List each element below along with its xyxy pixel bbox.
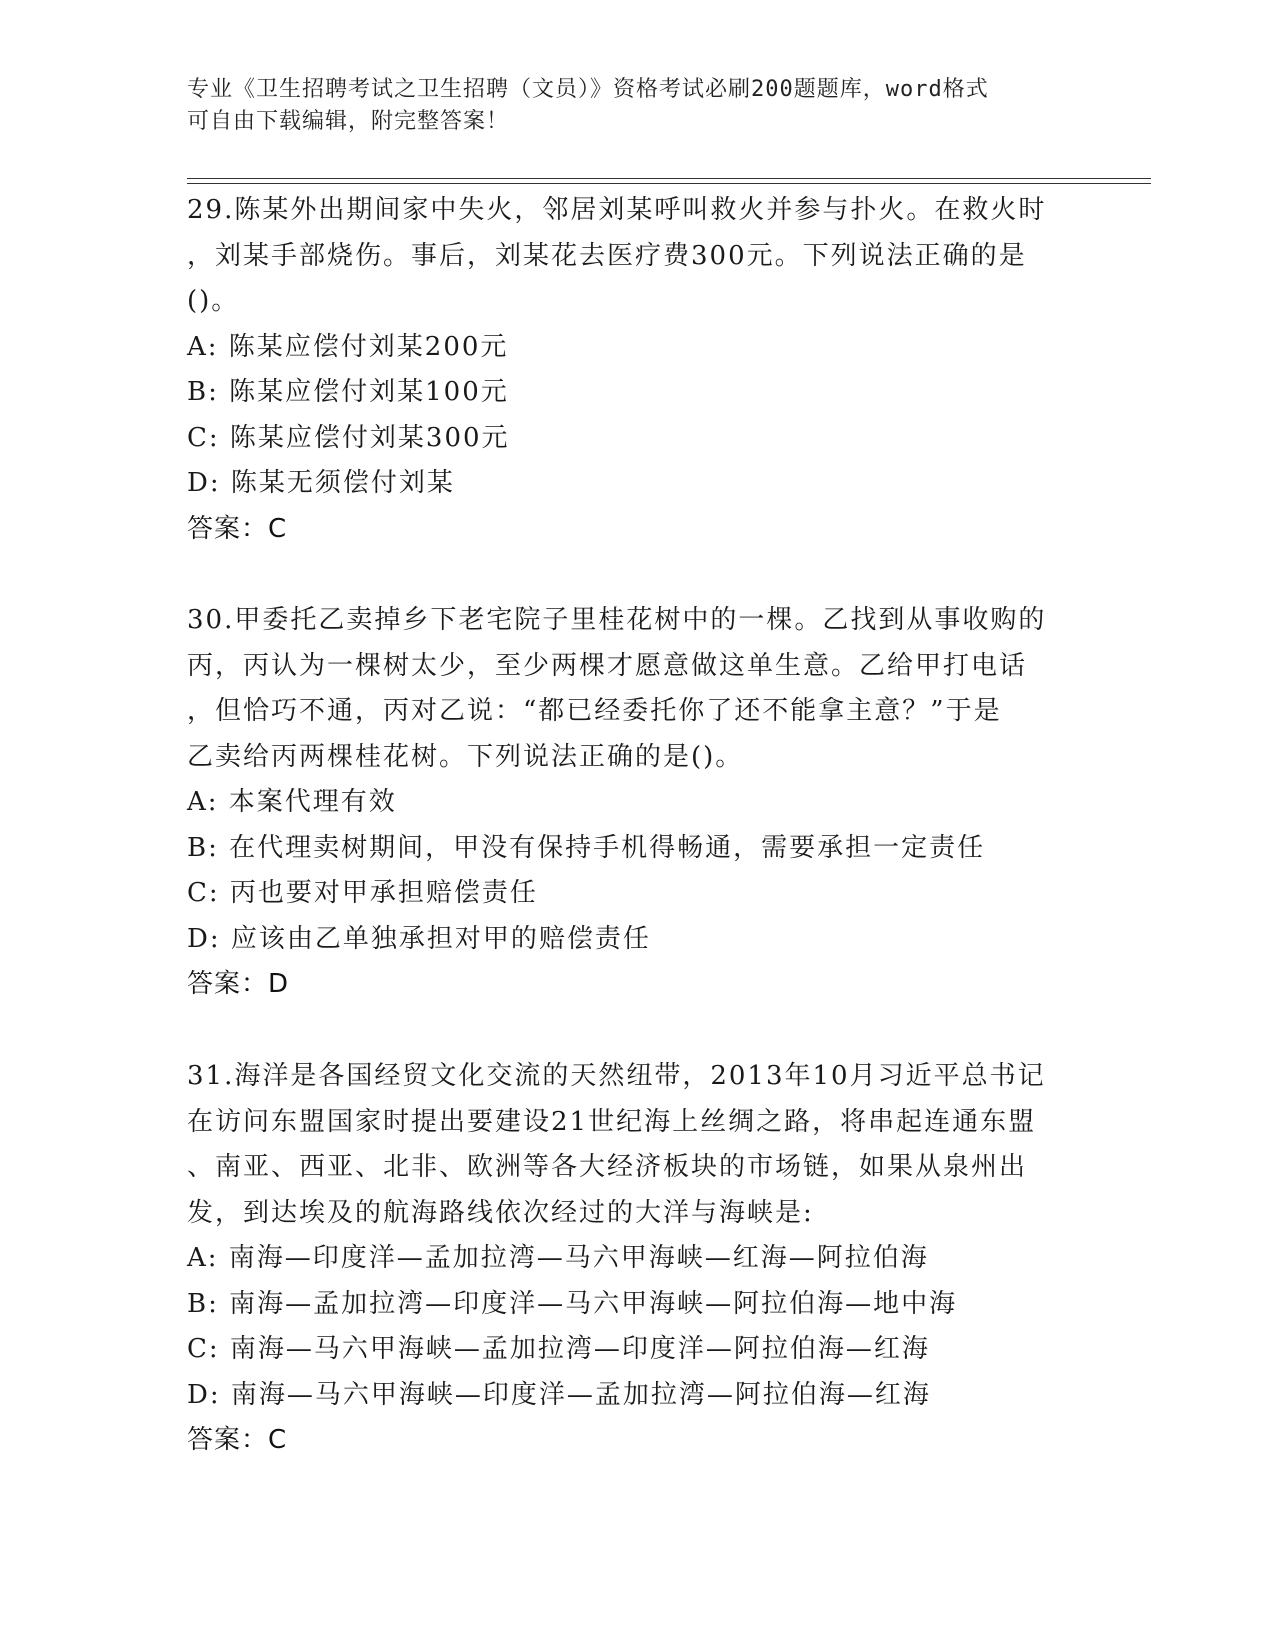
header-line-1: 专业《卫生招聘考试之卫生招聘（文员）》资格考试必刷200题题库，word格式 bbox=[187, 77, 989, 102]
question-text-line: ()。 bbox=[187, 286, 240, 316]
header-divider bbox=[187, 178, 1151, 184]
question-text-line: 在访问东盟国家时提出要建设21世纪海上丝绸之路，将串起连通东盟 bbox=[187, 1106, 1037, 1137]
option-a: A: 陈某应偿付刘某200元 bbox=[187, 331, 509, 362]
option-c: C: 南海—马六甲海峡—孟加拉湾—印度洋—阿拉伯海—红海 bbox=[187, 1334, 930, 1364]
document-header bbox=[187, 74, 1067, 138]
option-b: B: 在代理卖树期间，甲没有保持手机得畅通，需要承担一定责任 bbox=[187, 832, 986, 863]
answer-label: 答案：C bbox=[187, 1425, 288, 1455]
option-b: B: 陈某应偿付刘某100元 bbox=[187, 377, 509, 407]
option-a: A: 本案代理有效 bbox=[187, 787, 397, 817]
question-29 bbox=[187, 188, 1087, 552]
question-text-line: ，但恰巧不通，丙对乙说：“都已经委托你了还不能拿主意？”于是 bbox=[187, 696, 1002, 726]
option-d: D: 应该由乙单独承担对甲的赔偿责任 bbox=[187, 923, 651, 954]
question-text-line: 31.海洋是各国经贸文化交流的天然纽带，2013年10月习近平总书记 bbox=[187, 1061, 1046, 1091]
option-a: A: 南海—印度洋—孟加拉湾—马六甲海峡—红海—阿拉伯海 bbox=[187, 1243, 929, 1273]
question-text-line: 30.甲委托乙卖掉乡下老宅院子里桂花树中的一棵。乙找到从事收购的 bbox=[187, 605, 1047, 635]
option-c: C: 陈某应偿付刘某300元 bbox=[187, 422, 510, 453]
question-31 bbox=[187, 1054, 1087, 1464]
header-line-2: 可自由下载编辑，附完整答案！ bbox=[187, 109, 510, 134]
question-text-line: 发，到达埃及的航海路线依次经过的大洋与海峡是: bbox=[187, 1197, 814, 1228]
option-d: D: 南海—马六甲海峡—印度洋—孟加拉湾—阿拉伯海—红海 bbox=[187, 1379, 931, 1410]
question-text-line: ，刘某手部烧伤。事后，刘某花去医疗费300元。下列说法正确的是 bbox=[187, 240, 1027, 271]
question-text-line: 乙卖给丙两棵桂花树。下列说法正确的是()。 bbox=[187, 741, 744, 772]
question-text-line: 29.陈某外出期间家中失火，邻居刘某呼叫救火并参与扑火。在救火时 bbox=[187, 195, 1047, 225]
answer-label: 答案：D bbox=[187, 969, 290, 999]
option-c: C: 丙也要对甲承担赔偿责任 bbox=[187, 878, 538, 908]
option-b: B: 南海—孟加拉湾—印度洋—马六甲海峡—阿拉伯海—地中海 bbox=[187, 1288, 958, 1319]
answer-label: 答案：C bbox=[187, 513, 288, 544]
option-d: D: 陈某无须偿付刘某 bbox=[187, 468, 455, 498]
question-30 bbox=[187, 598, 1087, 1008]
question-text-line: 丙，丙认为一棵树太少，至少两棵才愿意做这单生意。乙给甲打电话 bbox=[187, 650, 1028, 681]
question-text-line: 、南亚、西亚、北非、欧洲等各大经济板块的市场链，如果从泉州出 bbox=[187, 1152, 1028, 1182]
